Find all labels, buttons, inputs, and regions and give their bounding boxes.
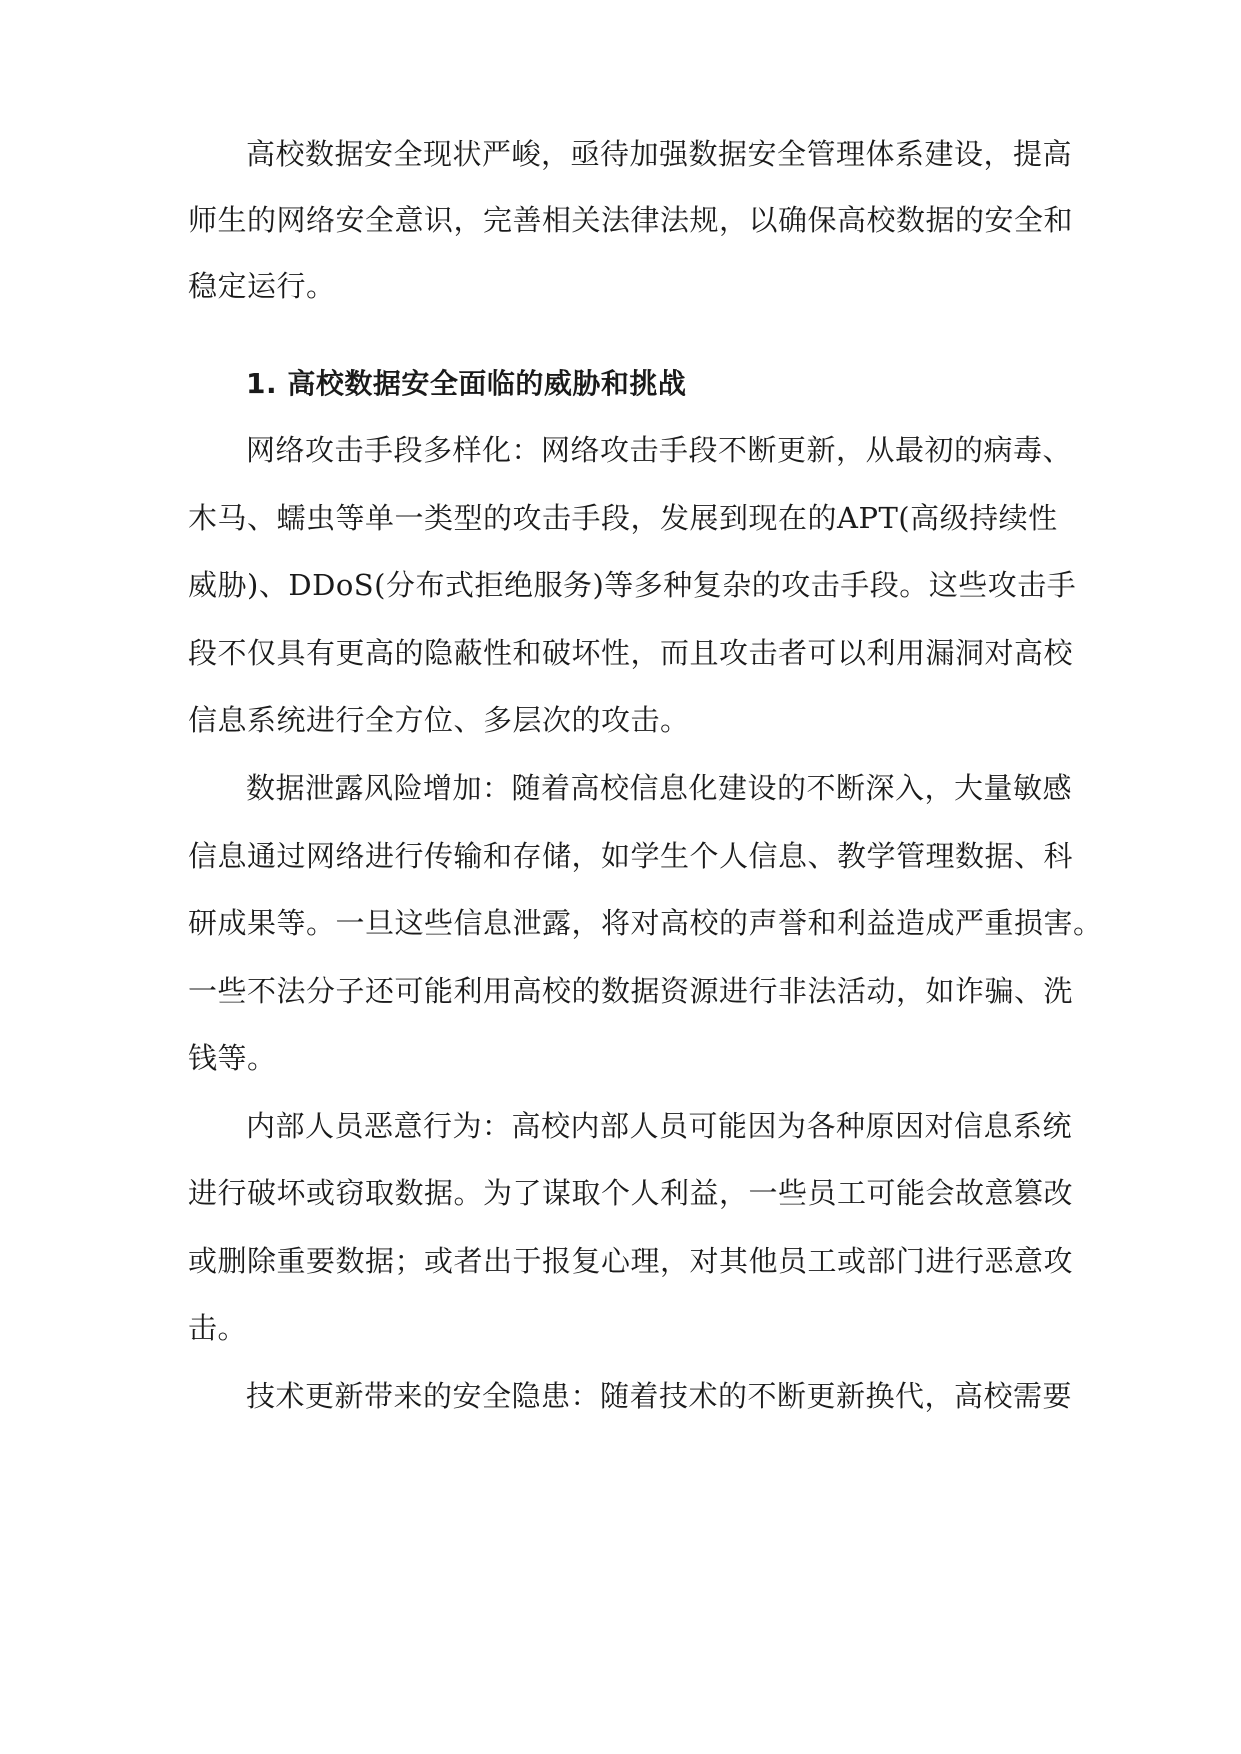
paragraph-tech-line-1: 技术更新带来的安全隐患：随着技术的不断更新换代，高校需要 (246, 1379, 1073, 1413)
paragraph-attacks-line-1: 网络攻击手段多样化：网络攻击手段不断更新，从最初的病毒、 (246, 433, 1073, 467)
paragraph-intro-line-1: 高校数据安全现状严峻，亟待加强数据安全管理体系建设，提高 (246, 137, 1073, 171)
paragraph-intro-line-2: 师生的网络安全意识，完善相关法律法规，以确保高校数据的安全和 (188, 203, 1074, 237)
paragraph-insider-line-3: 或删除重要数据；或者出于报复心理，对其他员工或部门进行恶意攻 (188, 1244, 1074, 1278)
paragraph-insider-line-4: 击。 (188, 1311, 248, 1345)
section-heading: 1. 高校数据安全面临的威胁和挑战 (246, 367, 687, 400)
paragraph-leak-line-3: 研成果等。一旦这些信息泄露，将对高校的声誉和利益造成严重损害。 (188, 906, 1103, 940)
paragraph-attacks-line-4: 段不仅具有更高的隐蔽性和破坏性，而且攻击者可以利用漏洞对高校 (188, 636, 1074, 670)
paragraph-insider-line-2: 进行破坏或窃取数据。为了谋取个人利益，一些员工可能会故意篡改 (188, 1176, 1074, 1210)
paragraph-insider-line-1: 内部人员恶意行为：高校内部人员可能因为各种原因对信息系统 (246, 1109, 1073, 1143)
paragraph-leak-line-1: 数据泄露风险增加：随着高校信息化建设的不断深入，大量敏感 (246, 771, 1073, 805)
paragraph-leak-line-5: 钱等。 (188, 1041, 277, 1075)
paragraph-leak-line-2: 信息通过网络进行传输和存储，如学生个人信息、教学管理数据、科 (188, 839, 1074, 873)
paragraph-attacks-line-3: 威胁)、DDoS(分布式拒绝服务)等多种复杂的攻击手段。这些攻击手 (188, 568, 1077, 602)
paragraph-attacks-line-5: 信息系统进行全方位、多层次的攻击。 (188, 703, 690, 737)
paragraph-leak-line-4: 一些不法分子还可能利用高校的数据资源进行非法活动，如诈骗、洗 (188, 974, 1074, 1008)
paragraph-intro-line-3: 稳定运行。 (188, 269, 336, 303)
paragraph-attacks-line-2: 木马、蠕虫等单一类型的攻击手段，发展到现在的APT(高级持续性 (188, 501, 1058, 535)
